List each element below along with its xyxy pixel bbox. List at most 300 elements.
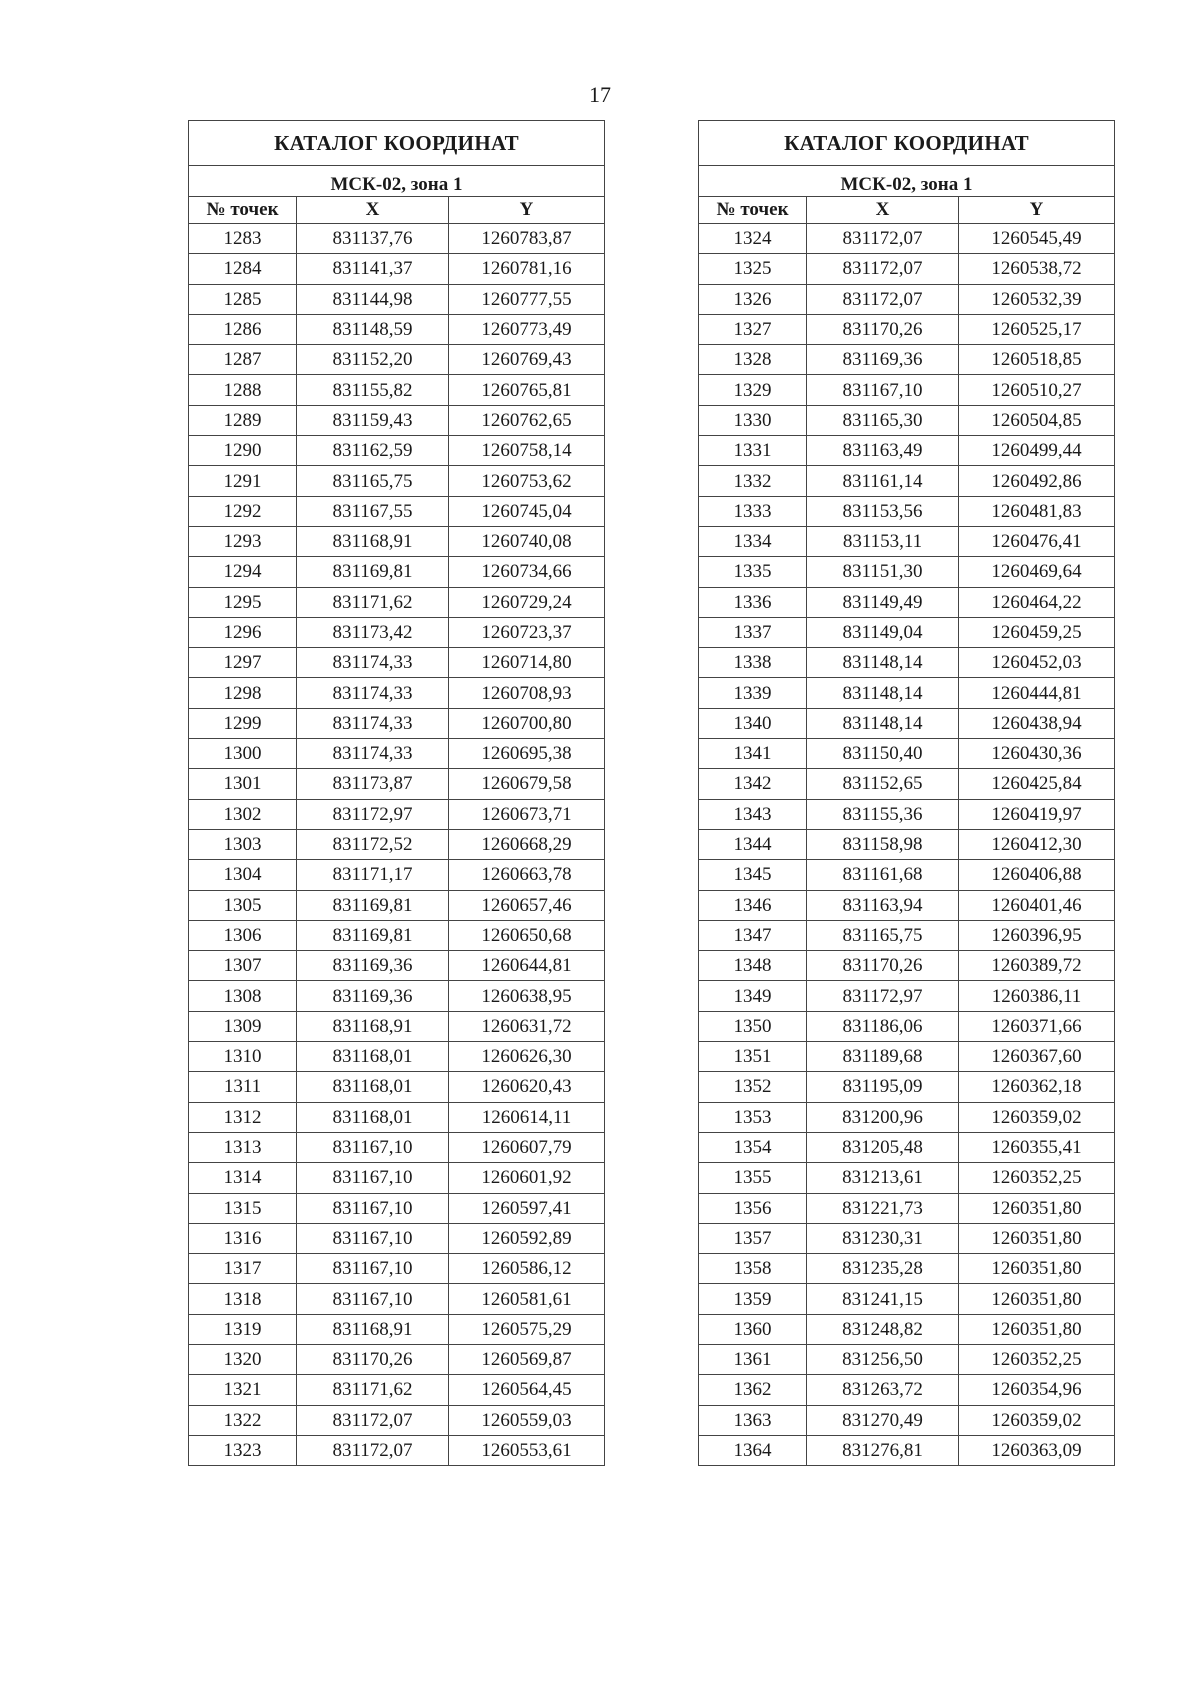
table-row	[189, 981, 605, 1011]
point-number-cell: 1334	[699, 526, 807, 556]
y-coordinate-cell: 1260644,81	[449, 951, 605, 981]
table-row	[699, 617, 1115, 647]
point-number-cell: 1293	[189, 526, 297, 556]
table-row	[699, 1344, 1115, 1374]
y-coordinate-cell: 1260464,22	[959, 587, 1115, 617]
x-coordinate-cell: 831167,10	[297, 1223, 449, 1253]
y-coordinate-cell: 1260663,78	[449, 860, 605, 890]
y-coordinate-cell: 1260532,39	[959, 284, 1115, 314]
x-coordinate-cell: 831172,07	[807, 254, 959, 284]
y-coordinate-cell: 1260419,97	[959, 799, 1115, 829]
x-coordinate-cell: 831213,61	[807, 1163, 959, 1193]
y-coordinate-cell: 1260553,61	[449, 1435, 605, 1465]
y-coordinate-cell: 1260425,84	[959, 769, 1115, 799]
x-coordinate-cell: 831169,81	[297, 920, 449, 950]
y-coordinate-cell: 1260492,86	[959, 466, 1115, 496]
table-row	[189, 1011, 605, 1041]
point-number-cell: 1352	[699, 1072, 807, 1102]
y-coordinate-cell: 1260729,24	[449, 587, 605, 617]
x-coordinate-cell: 831167,10	[297, 1163, 449, 1193]
x-coordinate-cell: 831174,33	[297, 708, 449, 738]
point-number-cell: 1323	[189, 1435, 297, 1465]
point-number-cell: 1314	[189, 1163, 297, 1193]
y-coordinate-cell: 1260396,95	[959, 920, 1115, 950]
table-row	[699, 314, 1115, 344]
point-number-cell: 1360	[699, 1314, 807, 1344]
coordinate-system-label: МСК-02, зона 1	[699, 166, 1115, 197]
point-number-cell: 1349	[699, 981, 807, 1011]
y-coordinate-cell: 1260581,61	[449, 1284, 605, 1314]
point-number-cell: 1296	[189, 617, 297, 647]
x-coordinate-cell: 831173,42	[297, 617, 449, 647]
x-coordinate-cell: 831163,94	[807, 890, 959, 920]
point-number-cell: 1332	[699, 466, 807, 496]
y-coordinate-cell: 1260657,46	[449, 890, 605, 920]
point-number-cell: 1337	[699, 617, 807, 647]
table-row	[699, 1375, 1115, 1405]
x-coordinate-cell: 831170,26	[807, 314, 959, 344]
x-coordinate-cell: 831158,98	[807, 829, 959, 859]
x-coordinate-cell: 831141,37	[297, 254, 449, 284]
table-row	[189, 314, 605, 344]
y-coordinate-cell: 1260351,80	[959, 1193, 1115, 1223]
table-row	[189, 1072, 605, 1102]
x-coordinate-cell: 831169,36	[807, 345, 959, 375]
point-number-cell: 1364	[699, 1435, 807, 1465]
table-row	[699, 587, 1115, 617]
table-title: КАТАЛОГ КООРДИНАТ	[699, 121, 1115, 166]
point-number-cell: 1345	[699, 860, 807, 890]
point-number-cell: 1348	[699, 951, 807, 981]
point-number-cell: 1339	[699, 678, 807, 708]
point-number-cell: 1307	[189, 951, 297, 981]
point-number-cell: 1363	[699, 1405, 807, 1435]
table-row	[699, 526, 1115, 556]
y-coordinate-cell: 1260575,29	[449, 1314, 605, 1344]
x-coordinate-cell: 831169,36	[297, 981, 449, 1011]
y-coordinate-cell: 1260559,03	[449, 1405, 605, 1435]
x-coordinate-cell: 831170,26	[297, 1344, 449, 1374]
y-coordinate-cell: 1260525,17	[959, 314, 1115, 344]
point-number-cell: 1285	[189, 284, 297, 314]
table-row	[189, 405, 605, 435]
y-coordinate-cell: 1260481,83	[959, 496, 1115, 526]
y-coordinate-cell: 1260734,66	[449, 557, 605, 587]
table-row	[699, 224, 1115, 254]
table-row	[189, 375, 605, 405]
table-row	[189, 739, 605, 769]
x-coordinate-cell: 831172,07	[807, 224, 959, 254]
y-coordinate-cell: 1260351,80	[959, 1223, 1115, 1253]
point-number-cell: 1325	[699, 254, 807, 284]
y-coordinate-cell: 1260695,38	[449, 739, 605, 769]
table-row	[189, 1254, 605, 1284]
point-number-cell: 1308	[189, 981, 297, 1011]
x-coordinate-cell: 831171,62	[297, 1375, 449, 1405]
y-coordinate-cell: 1260352,25	[959, 1163, 1115, 1193]
point-number-cell: 1359	[699, 1284, 807, 1314]
y-coordinate-cell: 1260412,30	[959, 829, 1115, 859]
x-coordinate-cell: 831137,76	[297, 224, 449, 254]
y-coordinate-cell: 1260620,43	[449, 1072, 605, 1102]
x-coordinate-cell: 831173,87	[297, 769, 449, 799]
x-coordinate-cell: 831163,49	[807, 436, 959, 466]
y-coordinate-cell: 1260758,14	[449, 436, 605, 466]
point-number-cell: 1302	[189, 799, 297, 829]
point-number-cell: 1353	[699, 1102, 807, 1132]
y-coordinate-cell: 1260781,16	[449, 254, 605, 284]
table-row	[699, 1405, 1115, 1435]
column-header-y: Y	[959, 197, 1115, 224]
table-row	[699, 557, 1115, 587]
x-coordinate-cell: 831235,28	[807, 1254, 959, 1284]
y-coordinate-cell: 1260592,89	[449, 1223, 605, 1253]
y-coordinate-cell: 1260389,72	[959, 951, 1115, 981]
x-coordinate-cell: 831168,91	[297, 1314, 449, 1344]
x-coordinate-cell: 831248,82	[807, 1314, 959, 1344]
y-coordinate-cell: 1260614,11	[449, 1102, 605, 1132]
table-row	[189, 1405, 605, 1435]
x-coordinate-cell: 831168,01	[297, 1102, 449, 1132]
table-row	[189, 526, 605, 556]
y-coordinate-cell: 1260545,49	[959, 224, 1115, 254]
point-number-cell: 1320	[189, 1344, 297, 1374]
point-number-cell: 1358	[699, 1254, 807, 1284]
point-number-cell: 1321	[189, 1375, 297, 1405]
y-coordinate-cell: 1260363,09	[959, 1435, 1115, 1465]
table-row	[189, 1223, 605, 1253]
x-coordinate-cell: 831172,07	[297, 1405, 449, 1435]
table-row	[189, 587, 605, 617]
y-coordinate-cell: 1260354,96	[959, 1375, 1115, 1405]
point-number-cell: 1286	[189, 314, 297, 344]
point-number-cell: 1300	[189, 739, 297, 769]
table-row	[699, 1011, 1115, 1041]
y-coordinate-cell: 1260569,87	[449, 1344, 605, 1374]
x-coordinate-cell: 831151,30	[807, 557, 959, 587]
x-coordinate-cell: 831150,40	[807, 739, 959, 769]
x-coordinate-cell: 831168,01	[297, 1042, 449, 1072]
table-row	[699, 1254, 1115, 1284]
table-body	[699, 224, 1115, 1466]
point-number-cell: 1297	[189, 648, 297, 678]
y-coordinate-cell: 1260352,25	[959, 1344, 1115, 1374]
x-coordinate-cell: 831152,20	[297, 345, 449, 375]
table-row	[699, 375, 1115, 405]
y-coordinate-cell: 1260700,80	[449, 708, 605, 738]
point-number-cell: 1315	[189, 1193, 297, 1223]
table-row	[699, 1072, 1115, 1102]
table-row	[189, 890, 605, 920]
point-number-cell: 1351	[699, 1042, 807, 1072]
x-coordinate-cell: 831169,36	[297, 951, 449, 981]
x-coordinate-cell: 831174,33	[297, 648, 449, 678]
table-row	[699, 1284, 1115, 1314]
point-number-cell: 1289	[189, 405, 297, 435]
y-coordinate-cell: 1260668,29	[449, 829, 605, 859]
coordinate-system-label: МСК-02, зона 1	[189, 166, 605, 197]
y-coordinate-cell: 1260386,11	[959, 981, 1115, 1011]
x-coordinate-cell: 831155,36	[807, 799, 959, 829]
column-header-x: X	[807, 197, 959, 224]
y-coordinate-cell: 1260476,41	[959, 526, 1115, 556]
x-coordinate-cell: 831241,15	[807, 1284, 959, 1314]
x-coordinate-cell: 831167,55	[297, 496, 449, 526]
table-row	[189, 829, 605, 859]
table-row	[699, 951, 1115, 981]
point-number-cell: 1309	[189, 1011, 297, 1041]
column-header-x: X	[297, 197, 449, 224]
point-number-cell: 1333	[699, 496, 807, 526]
y-coordinate-cell: 1260371,66	[959, 1011, 1115, 1041]
y-coordinate-cell: 1260740,08	[449, 526, 605, 556]
x-coordinate-cell: 831171,17	[297, 860, 449, 890]
y-coordinate-cell: 1260538,72	[959, 254, 1115, 284]
table-row	[699, 648, 1115, 678]
point-number-cell: 1322	[189, 1405, 297, 1435]
x-coordinate-cell: 831174,33	[297, 739, 449, 769]
x-coordinate-cell: 831153,56	[807, 496, 959, 526]
y-coordinate-cell: 1260359,02	[959, 1405, 1115, 1435]
coordinate-catalog-table-left	[188, 120, 605, 1466]
x-coordinate-cell: 831167,10	[297, 1132, 449, 1162]
y-coordinate-cell: 1260753,62	[449, 466, 605, 496]
x-coordinate-cell: 831144,98	[297, 284, 449, 314]
table-row	[189, 254, 605, 284]
point-number-cell: 1361	[699, 1344, 807, 1374]
y-coordinate-cell: 1260444,81	[959, 678, 1115, 708]
point-number-cell: 1318	[189, 1284, 297, 1314]
x-coordinate-cell: 831167,10	[297, 1193, 449, 1223]
y-coordinate-cell: 1260745,04	[449, 496, 605, 526]
x-coordinate-cell: 831148,14	[807, 708, 959, 738]
point-number-cell: 1356	[699, 1193, 807, 1223]
table-row	[189, 1163, 605, 1193]
table-row	[189, 1284, 605, 1314]
table-row	[189, 1344, 605, 1374]
x-coordinate-cell: 831168,91	[297, 1011, 449, 1041]
column-header-point-number: № точек	[699, 197, 807, 224]
column-header-point-number: № точек	[189, 197, 297, 224]
y-coordinate-cell: 1260638,95	[449, 981, 605, 1011]
y-coordinate-cell: 1260351,80	[959, 1284, 1115, 1314]
y-coordinate-cell: 1260708,93	[449, 678, 605, 708]
table-row	[189, 466, 605, 496]
table-row	[699, 678, 1115, 708]
x-coordinate-cell: 831165,75	[807, 920, 959, 950]
y-coordinate-cell: 1260650,68	[449, 920, 605, 950]
y-coordinate-cell: 1260601,92	[449, 1163, 605, 1193]
x-coordinate-cell: 831172,07	[297, 1435, 449, 1465]
point-number-cell: 1346	[699, 890, 807, 920]
table-row	[699, 254, 1115, 284]
y-coordinate-cell: 1260510,27	[959, 375, 1115, 405]
point-number-cell: 1290	[189, 436, 297, 466]
table-row	[699, 920, 1115, 950]
x-coordinate-cell: 831165,75	[297, 466, 449, 496]
x-coordinate-cell: 831153,11	[807, 526, 959, 556]
point-number-cell: 1313	[189, 1132, 297, 1162]
table-row	[699, 1435, 1115, 1465]
y-coordinate-cell: 1260401,46	[959, 890, 1115, 920]
table-row	[189, 284, 605, 314]
point-number-cell: 1355	[699, 1163, 807, 1193]
x-coordinate-cell: 831221,73	[807, 1193, 959, 1223]
x-coordinate-cell: 831263,72	[807, 1375, 959, 1405]
x-coordinate-cell: 831152,65	[807, 769, 959, 799]
x-coordinate-cell: 831276,81	[807, 1435, 959, 1465]
y-coordinate-cell: 1260723,37	[449, 617, 605, 647]
table-row	[189, 1435, 605, 1465]
point-number-cell: 1336	[699, 587, 807, 617]
table-row	[699, 739, 1115, 769]
point-number-cell: 1301	[189, 769, 297, 799]
x-coordinate-cell: 831167,10	[807, 375, 959, 405]
table-title: КАТАЛОГ КООРДИНАТ	[189, 121, 605, 166]
table-row	[699, 496, 1115, 526]
table-row	[699, 708, 1115, 738]
x-coordinate-cell: 831169,81	[297, 890, 449, 920]
point-number-cell: 1357	[699, 1223, 807, 1253]
point-number-cell: 1298	[189, 678, 297, 708]
x-coordinate-cell: 831186,06	[807, 1011, 959, 1041]
x-coordinate-cell: 831148,14	[807, 648, 959, 678]
table-row	[699, 981, 1115, 1011]
table-row	[699, 1102, 1115, 1132]
x-coordinate-cell: 831159,43	[297, 405, 449, 435]
y-coordinate-cell: 1260459,25	[959, 617, 1115, 647]
point-number-cell: 1326	[699, 284, 807, 314]
y-coordinate-cell: 1260762,65	[449, 405, 605, 435]
y-coordinate-cell: 1260783,87	[449, 224, 605, 254]
y-coordinate-cell: 1260499,44	[959, 436, 1115, 466]
x-coordinate-cell: 831161,68	[807, 860, 959, 890]
y-coordinate-cell: 1260777,55	[449, 284, 605, 314]
table-row	[699, 1163, 1115, 1193]
table-row	[189, 1102, 605, 1132]
y-coordinate-cell: 1260765,81	[449, 375, 605, 405]
table-row	[699, 436, 1115, 466]
table-row	[189, 678, 605, 708]
table-row	[699, 466, 1115, 496]
x-coordinate-cell: 831167,10	[297, 1284, 449, 1314]
point-number-cell: 1291	[189, 466, 297, 496]
x-coordinate-cell: 831172,97	[297, 799, 449, 829]
table-row	[189, 951, 605, 981]
point-number-cell: 1340	[699, 708, 807, 738]
table-row	[699, 890, 1115, 920]
y-coordinate-cell: 1260351,80	[959, 1254, 1115, 1284]
point-number-cell: 1316	[189, 1223, 297, 1253]
point-number-cell: 1311	[189, 1072, 297, 1102]
y-coordinate-cell: 1260769,43	[449, 345, 605, 375]
point-number-cell: 1347	[699, 920, 807, 950]
y-coordinate-cell: 1260714,80	[449, 648, 605, 678]
table-row	[189, 1042, 605, 1072]
x-coordinate-cell: 831205,48	[807, 1132, 959, 1162]
table-row	[699, 860, 1115, 890]
point-number-cell: 1317	[189, 1254, 297, 1284]
x-coordinate-cell: 831200,96	[807, 1102, 959, 1132]
y-coordinate-cell: 1260564,45	[449, 1375, 605, 1405]
point-number-cell: 1294	[189, 557, 297, 587]
page-number: 17	[589, 82, 611, 107]
table-row	[189, 769, 605, 799]
table-row	[189, 920, 605, 950]
table-row	[699, 1132, 1115, 1162]
y-coordinate-cell: 1260631,72	[449, 1011, 605, 1041]
point-number-cell: 1327	[699, 314, 807, 344]
x-coordinate-cell: 831174,33	[297, 678, 449, 708]
coordinate-catalog-table-right	[698, 120, 1115, 1466]
x-coordinate-cell: 831195,09	[807, 1072, 959, 1102]
x-coordinate-cell: 831167,10	[297, 1254, 449, 1284]
table-row	[189, 496, 605, 526]
x-coordinate-cell: 831168,91	[297, 526, 449, 556]
point-number-cell: 1344	[699, 829, 807, 859]
point-number-cell: 1310	[189, 1042, 297, 1072]
table-row	[699, 1223, 1115, 1253]
table-row	[189, 860, 605, 890]
point-number-cell: 1283	[189, 224, 297, 254]
y-coordinate-cell: 1260504,85	[959, 405, 1115, 435]
y-coordinate-cell: 1260673,71	[449, 799, 605, 829]
point-number-cell: 1319	[189, 1314, 297, 1344]
x-coordinate-cell: 831168,01	[297, 1072, 449, 1102]
point-number-cell: 1330	[699, 405, 807, 435]
table-row	[189, 799, 605, 829]
point-number-cell: 1312	[189, 1102, 297, 1132]
table-body	[189, 224, 605, 1466]
x-coordinate-cell: 831170,26	[807, 951, 959, 981]
y-coordinate-cell: 1260607,79	[449, 1132, 605, 1162]
point-number-cell: 1295	[189, 587, 297, 617]
point-number-cell: 1342	[699, 769, 807, 799]
y-coordinate-cell: 1260355,41	[959, 1132, 1115, 1162]
y-coordinate-cell: 1260518,85	[959, 345, 1115, 375]
x-coordinate-cell: 831256,50	[807, 1344, 959, 1374]
x-coordinate-cell: 831171,62	[297, 587, 449, 617]
table-row	[189, 617, 605, 647]
point-number-cell: 1288	[189, 375, 297, 405]
point-number-cell: 1341	[699, 739, 807, 769]
x-coordinate-cell: 831172,52	[297, 829, 449, 859]
x-coordinate-cell: 831169,81	[297, 557, 449, 587]
y-coordinate-cell: 1260679,58	[449, 769, 605, 799]
point-number-cell: 1350	[699, 1011, 807, 1041]
table-row	[699, 284, 1115, 314]
point-number-cell: 1338	[699, 648, 807, 678]
x-coordinate-cell: 831155,82	[297, 375, 449, 405]
point-number-cell: 1331	[699, 436, 807, 466]
point-number-cell: 1324	[699, 224, 807, 254]
x-coordinate-cell: 831162,59	[297, 436, 449, 466]
table-row	[699, 1314, 1115, 1344]
table-row	[189, 1193, 605, 1223]
x-coordinate-cell: 831230,31	[807, 1223, 959, 1253]
table-row	[189, 1132, 605, 1162]
y-coordinate-cell: 1260367,60	[959, 1042, 1115, 1072]
y-coordinate-cell: 1260452,03	[959, 648, 1115, 678]
point-number-cell: 1362	[699, 1375, 807, 1405]
x-coordinate-cell: 831148,14	[807, 678, 959, 708]
y-coordinate-cell: 1260438,94	[959, 708, 1115, 738]
point-number-cell: 1343	[699, 799, 807, 829]
x-coordinate-cell: 831161,14	[807, 466, 959, 496]
x-coordinate-cell: 831172,97	[807, 981, 959, 1011]
y-coordinate-cell: 1260597,41	[449, 1193, 605, 1223]
table-row	[189, 436, 605, 466]
